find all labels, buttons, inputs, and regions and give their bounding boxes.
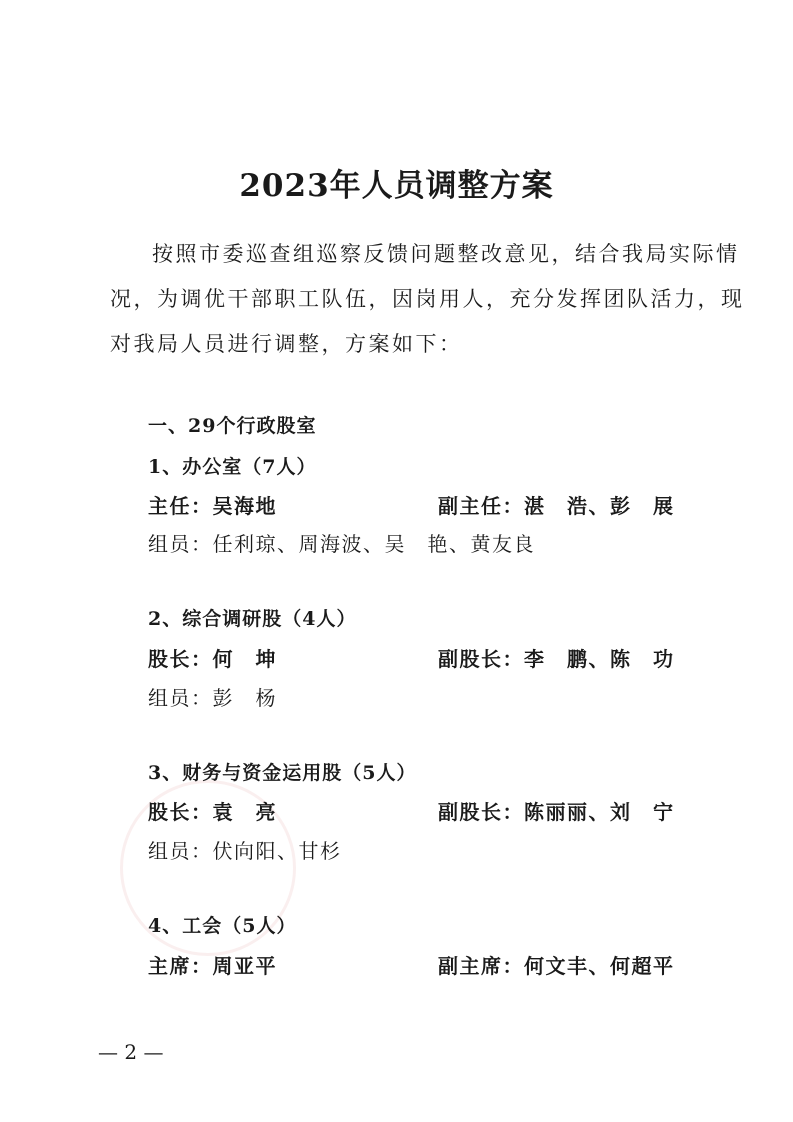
- unit-lead: 股长：袁 亮: [148, 800, 277, 824]
- unit-deputy: 副股长：李 鹏、陈 功: [438, 647, 675, 671]
- unit-members: 组员：任利琼、周海波、吴 艳、黄友良: [148, 532, 535, 556]
- unit-heading: 3、财务与资金运用股（5人）: [148, 762, 417, 784]
- intro-paragraph: [110, 232, 745, 367]
- page-number: — 2 —: [98, 1040, 164, 1064]
- unit-members: 组员：伏向阳、甘杉: [148, 839, 342, 863]
- document-title: 2023年人员调整方案: [239, 168, 554, 204]
- unit-heading: 4、工会（5人）: [148, 915, 297, 937]
- unit-deputy: 副股长：陈丽丽、刘 宁: [438, 800, 675, 824]
- unit-lead: 主任：吴海地: [148, 494, 277, 518]
- section-heading: 一、29个行政股室: [148, 415, 317, 437]
- unit-deputy: 副主席：何文丰、何超平: [438, 954, 675, 978]
- unit-heading: 1、办公室（7人）: [148, 456, 317, 478]
- intro-line: 对我局人员进行调整，方案如下：: [110, 332, 463, 356]
- unit-lead: 主席：周亚平: [148, 954, 277, 978]
- intro-line: 按照市委巡查组巡察反馈问题整改意见，结合我局实际情: [152, 242, 740, 266]
- unit-deputy: 副主任：湛 浩、彭 展: [438, 494, 675, 518]
- unit-members: 组员：彭 杨: [148, 686, 277, 710]
- unit-lead: 股长：何 坤: [148, 647, 277, 671]
- intro-line: 况，为调优干部职工队伍，因岗用人，充分发挥团队活力，现: [110, 287, 745, 311]
- unit-heading: 2、综合调研股（4人）: [148, 608, 357, 630]
